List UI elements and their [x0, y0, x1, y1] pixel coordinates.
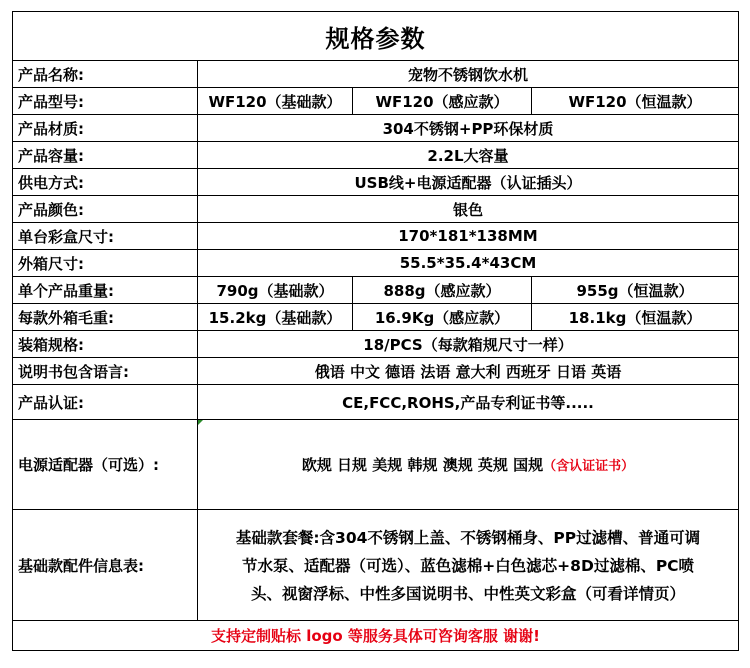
- row-value: 2.2L大容量: [427, 146, 509, 165]
- row-value: CE,FCC,ROHS,产品专利证书等.....: [342, 393, 594, 412]
- table-title: 规格参数: [13, 12, 738, 61]
- row-label: 单个产品重量:: [13, 277, 198, 303]
- row-value-sensor: WF120（感应款）: [353, 88, 532, 114]
- row-label: 产品容量:: [13, 142, 198, 168]
- row-label: 供电方式:: [13, 169, 198, 195]
- table-row: [13, 115, 738, 142]
- table-row: [13, 358, 738, 385]
- row-value-thermo: 18.1kg（恒温款）: [568, 308, 702, 327]
- row-label: 产品名称:: [13, 61, 198, 87]
- row-label: 产品材质:: [13, 115, 198, 141]
- row-label: 产品颜色:: [13, 196, 198, 222]
- table-row: [13, 277, 738, 304]
- row-label: 每款外箱毛重:: [13, 304, 198, 330]
- accessories-label: 基础款配件信息表:: [13, 510, 198, 621]
- row-value: 银色: [452, 200, 483, 219]
- accessories-line: 节水泵、适配器（可选）、蓝色滤棉+白色滤芯+8D过滤棉、PC喷: [241, 556, 695, 575]
- row-value: 304不锈钢+PP环保材质: [382, 119, 554, 138]
- row-value-sensor: 888g（感应款）: [353, 277, 532, 303]
- row-value-thermo: WF120（恒温款）: [568, 92, 702, 111]
- row-value-basic: 15.2kg（基础款）: [198, 304, 353, 330]
- footer-note: 支持定制贴标 logo 等服务具体可咨询客服 谢谢!: [13, 620, 738, 650]
- adapter-regions: 欧规 日规 美规 韩规 澳规 英规 国规: [301, 456, 544, 474]
- row-label: 产品认证:: [13, 385, 198, 419]
- row-value-basic: 790g（基础款）: [198, 277, 353, 303]
- spec-table: [12, 11, 739, 651]
- row-label: 产品型号:: [13, 88, 198, 114]
- row-value-thermo: 955g（恒温款）: [576, 281, 694, 300]
- accessories-line: 头、视窗浮标、中性多国说明书、中性英文彩盒（可看详情页）: [250, 584, 685, 603]
- row-value: USB线+电源适配器（认证插头）: [354, 173, 582, 192]
- table-row: [13, 385, 738, 420]
- accessories-value: [198, 510, 738, 621]
- table-row: [13, 169, 738, 196]
- row-value: 俄语 中文 德语 法语 意大利 西班牙 日语 英语: [314, 362, 622, 381]
- row-value-basic: WF120（基础款）: [198, 88, 353, 114]
- row-label: 装箱规格:: [13, 331, 198, 357]
- adapter-label: 电源适配器（可选）:: [13, 420, 198, 509]
- adapter-value: [198, 420, 738, 509]
- row-value-sensor: 16.9Kg（感应款）: [353, 304, 532, 330]
- table-row: [13, 304, 738, 331]
- adapter-row: [13, 420, 738, 510]
- table-row: [13, 223, 738, 250]
- row-value: 18/PCS（每款箱规尺寸一样）: [363, 335, 573, 354]
- table-row: [13, 331, 738, 358]
- row-value: 170*181*138MM: [398, 227, 538, 245]
- accessories-row: [13, 510, 738, 621]
- row-label: 外箱尺寸:: [13, 250, 198, 276]
- row-label: 说明书包含语言:: [13, 358, 198, 384]
- table-row: [13, 142, 738, 169]
- table-row: [13, 61, 738, 88]
- accessories-line: 基础款套餐:含304不锈钢上盖、不锈钢桶身、PP过滤槽、普通可调: [235, 528, 701, 547]
- adapter-note: （含认证证书）: [543, 459, 635, 474]
- table-row: [13, 250, 738, 277]
- cell-marker-icon: [198, 420, 203, 425]
- row-value: 55.5*35.4*43CM: [399, 254, 537, 272]
- row-label: 单台彩盒尺寸:: [13, 223, 198, 249]
- table-row: [13, 88, 738, 115]
- table-row: [13, 196, 738, 223]
- row-value: 宠物不锈钢饮水机: [407, 65, 528, 84]
